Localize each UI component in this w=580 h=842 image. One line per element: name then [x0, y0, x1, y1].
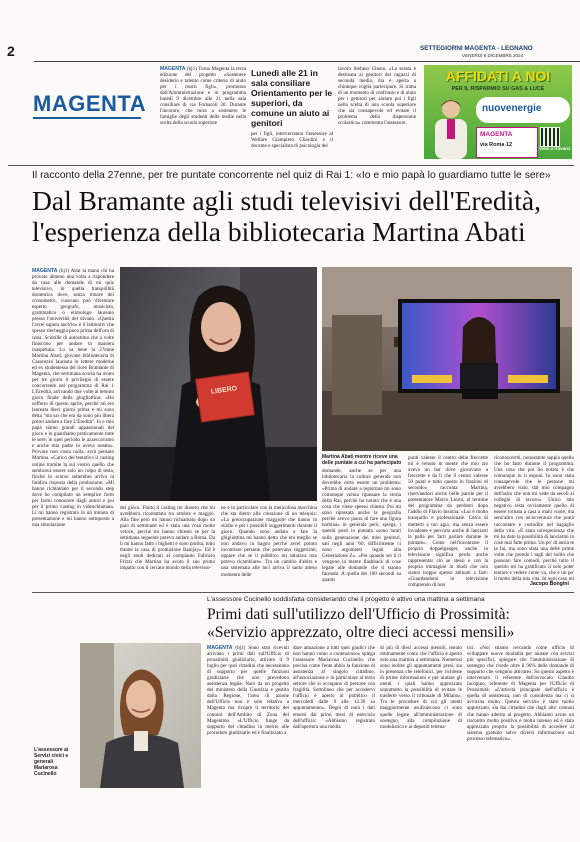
brief-column-1 — [160, 66, 246, 162]
tv-photo — [322, 267, 572, 451]
ad-subtitle: PER IL RISPARMIO SU GAS & LUCE — [451, 86, 545, 92]
main-text-5: punti valesse il centro delle freccette mi è venuto in mente che mio zio aveva un bar dove giocavano a freccette e da lì che il centro valesse 50 punti e tutto questo in frazioni di secondo» racconta Martina, riservandosi anche belle parole per il presentatore Marco Liorni, al termine del programma da perdenti dopo l'addio di Flavio Insinna: «Lui è molto tranquillo e professionale. Cerca di metterti a tuo agio, ma senza essere invadente e percorra anche di lanciarti la palla per farti parlare durante le puntate». Come nell'incontrare il proprio doppelganger, anche in televisione significa perdo anche rappresentar ciò se stessi e con la propria immagine in modi che non siamo troppo spesso abituati a fare: «Guardandomi in televisione comprendo di non — [408, 455, 488, 588]
main-text-1: (bj1) Abat la mano chi ha provato almeno una volta a rispondere da casa alle domande di un quiz televisivo, in quella tranquillità domestica dove, senza timore del cronometro, ciascuno può diventare esperto geografo, musicista, grammatico o etimologo laureato presso l'università del divano. «Questa l'avrei saputa anch'io» è il leitmotiv che spesso riecheggia poco prima dell'ora di cena. Scintille di autostima che a volte finiscono per andare in maniera inaspettata. Lo sa bene la 27enne Martina Abati, giovane bibliotecaria di Casorezzo laureata in lettere moderne ed ex studentessa del liceo Bramante di Magenta, che settimana scorsa ha avuto per tre giorni il privilegio di essere concorrente nel programma di Rai 1 L'Eredità, arrivando due volte al temuto gioco finale della ghigliottina: «Ho sofferto di questo aprile, perché mi ero laureata dieci giorni prima e mi sono detta "ma sai che era da sono più libera potrei andare a fare L'Eredità". Io e mio papà siamo grandi appassionati del gioco e lo guardiamo praticamente tutte le sere; in quel periodo le azzeccavamo e anche mia padre lo aveva notato». Provare non costa nulla, avrà pensato Martina. «Carico del tentativo il casting online tramite la sul vostro quello che sembrava essere solo un colpo di testa, finché lo scorso settembre arriva la fatidica risposta della produzione: «Mi hanno richiamato per il secondo step dove ho compilato un semplice form per farmi conoscere dagli autori e poi per il primo casting in videochiamata. Lì mi hanno registrato in un minuto di presentazione e mi hanno sottoposto a una simulazione — [32, 268, 114, 528]
main-byline: Jacopo Bongini — [530, 581, 569, 587]
top-divider — [8, 165, 574, 166]
energy-advertisement[interactable] — [424, 65, 572, 159]
ad-address: via Roma 12 — [480, 142, 513, 148]
main-headline-line-1: Dal Bramante agli studi televisivi dell'Eredità, — [32, 185, 541, 216]
ad-location-box — [476, 127, 538, 158]
tv-photo-illustration — [322, 267, 572, 451]
brief-text-1: (bj1) Torna Magenta la terza edizione del progetto «Sostenere desiderio e talento come criterio di aiuto per i nostri figli», promosso dall'Amministrazione e in programma lunedì 9 dicembre alle 21 nella sala consiliare di via Fornaroli 30. Durante l'incontro, che mira a sostenere le famiglie degli studenti delle medie nella scelta della scuola superiore — [160, 66, 246, 127]
second-text-1: (bj1) Sono stati ricevuti arrivano i primi dati sull'Ufficio di prossimità giudiziario, attivato il 9 luglio per quei cittadini che necessitano di supporto per quelle funzioni giudiziarie che non prevedono assistenza legale. Nato da un progetto del ministero della Giustizia e gestito dalla Regione, l'area di azione dell'Ufficio non è solo relativa a Magenta ma ricopre il territorio dei comuni dell'Ambito di Zona del Magentino. «L'Ufficio funge da supporto del cittadino in merito alle procedure giudiziarie ed è finalizzato a — [207, 645, 289, 736]
brief-column-2 — [251, 131, 333, 161]
second-headline-line-1: Primi dati sull'utilizzo dell'Ufficio di Prossimità: — [207, 606, 510, 623]
main-kicker: MAGENTA — [32, 268, 58, 274]
main-text-4: domande, anche se per una bibliotecaria la cultura generale non dovrebbe certo essere un problema: «Prima di andare a registrare mi sono comunque voluta ripassare la storia della Rai, perché ho notato che è una cosa che viene spesso chiesta. Poi mi sono ripassata anche la geografia perché avevo paura di fare una figura barbina» in generale però, spiega, i quesiti posti in puntata «sono tarati sulla generazione dei miei genitori, sati negli anni '60, difficilmente ci sono argomenti legati alla Generazione Z». «Poi quando sei lì ti vengono in mente flashback di cose legate alle domande che ti stanno facendo. A quella dei 100 secondi su quanti — [322, 468, 401, 583]
assessore-illustration — [80, 643, 201, 788]
section-underline — [33, 117, 141, 119]
second-text-4: tici: «Noi stiamo cercando come ufficio di sviluppare nuove modalità per aiutare con servizi più specifici, spiegare che l'amministrazione di sostegno che rivede oltre il 90% delle domande di supporto che vengono attivate». Su questo aspetto è intervenuto il referente dell'avvocato Claudio Iacopino, referente di Magenta per l'Ufficio di Prossimità: «L'attività principale dell'ufficio è quella di assistenza, non di consulenza ma ci si avvicina molto. Questo servizio è stato molto apprezzato, sia dai cittadini che dagli altri comuni che hanno aderito al progetto. Abbiamo avuto un riscontro molto positivo e molto intenso ed è stata apprezzata proprio la possibilità di accedere al sistema gratuito salvo diversi informazioni sul processo telematico». — [467, 645, 574, 742]
ad-brand: nuovenergie — [482, 103, 542, 114]
header-rule — [34, 61, 580, 62]
main-column-6 — [494, 455, 574, 581]
main-column-4 — [322, 468, 401, 588]
assessore-caption: L'assessore ai Servizi civici e generali Mariarosa Cucinello — [34, 747, 69, 777]
second-text-3: di più di dieci accessi mensili, tenuto ottimamente conto che l'ufficio è aperto solo una mattina a settimana. Numerosi sono inoltre gli appuntamenti presi, sia in presenza che telefonici, per richieste di prime informazioni e per aiutare gli utenti i quali hanno apprezzato soprattutto la possibilità di evitare le trasferte verso il tribunale di Milano». Tra le procedure di cui gli utenti maggiormente usufruiscono ci sono quelle legate all'amministrazione di sostegno, alla compilazione di modulistica e ai depositi telema- — [380, 645, 462, 730]
libero-card: LIBERO — [195, 371, 255, 422]
main-column-5 — [408, 455, 488, 588]
middle-divider — [32, 592, 574, 593]
main-headline-line-2: l'esperienza della bibliotecaria Martina Abati — [32, 216, 526, 247]
second-overline: L'assessore Cucinello soddisfatta considerando che il progetto è attivo una mattina a settimana — [207, 596, 485, 603]
brief-text-3: lavoro Stefano Ghenn. «La serata è destinata ai genitori dei ragazzi di seconda media, ma è aperta a chiunque voglia partecipare. Si tratta di un momento di confronto e di aiuto per i genitori per aiutare poi i figli nella scelta di una scuola superiore che sia consapevole ed evitare il problema della dispersione scolastica» commenta l'assessore. — [338, 66, 416, 127]
issue-date: VENERDÌ 6 DICEMBRE 2024 — [462, 53, 524, 58]
second-column-4 — [467, 645, 574, 790]
main-text-2: del gioco. Finito il casting mi dissero che mi avrebbero ricontattata tra ottobre e maggio. Alla fine però mi hanno richiamato dopo un paio di settimane ed è stata una cosa molto veloce, perché mi hanno chiesto se per la settimana seguente potevo andare a Roma. Da lì mi hanno fatto i biglietti e sono partita, tutto tranne la casa di produzione Banijay». Ed è negli studi dedicati al compianto Fabrizio Frizzi che Martina ha avuto il suo primo impatto con il cercato mondo della televisio- — [120, 505, 215, 572]
second-headline-line-2: «Servizio apprezzato, oltre dieci accessi mensili» — [207, 624, 515, 641]
section-label: MAGENTA — [33, 91, 147, 116]
assessore-photo — [80, 643, 201, 788]
brief-kicker: MAGENTA — [160, 66, 186, 72]
main-overline: Il racconto della 27enne, per tre puntate concorrente nel quiz di Rai 1: «Io e mio papà lo guardiamo tutte le sere» — [32, 170, 551, 181]
main-text-3: ne e in particolare con la meticolosa macchina che sta dietro alla creazione di un telequiz: «La preoccupazione maggiore che hanno in studio e per i possibili suggerimenti durante il gioco. Quando sono andata a fare la ghigliottina mi hanno detto che era meglio se non andavo in bagno perché avrei potuto incontrare persone che potevano suggerirmi, oppure che se il pubblico mi salutava non potevo ricambiare». Tra un cambio d'abito e una sistemata alle luci arriva il tanto atteso momento delle — [221, 505, 317, 578]
ad-location: MAGENTA — [480, 131, 513, 138]
publication-name: SETTEGIORNI MAGENTA - LEGNANO — [420, 45, 533, 52]
main-photo — [120, 267, 317, 501]
main-text-6: riconoscermi, nonostante sappia quello che ho fatto durante il programma. Una cosa che poi ho notato è che comunque tu ti esponi. Io sono stata consapevole che le persone mi avrebbero visto, dal mio compagno dell'asilo che non mi vede da secoli ai colleghi di lavoro». Unico lato negativo resta ovviamente quello di essere tornata a casa a mani vuote, ma senz'altro con un'avventura che potrà raccontare e custodire nel bagaglio della vita: «È stata un'esperienza che mi ha dato la possibilità di lanciarmi in cose mai fatte prima. Un po' di ansia te la fai, ma sono stata una delle prime volte che prendo i tagli del solito che possono fare comodi, perché tutto il quesito mi ha gratificato il solo poter tentare e vedere come va, che è un po' il motto della mia vita. In ogni caso mi — [494, 455, 574, 581]
page-number: 2 — [7, 43, 15, 59]
second-column-2 — [293, 645, 375, 790]
brief-text-2: per i figli, interverranno l'assessore al Welfare Giampiero Chiodini e il docente e specialista di psicologia del — [251, 131, 333, 150]
main-column-2 — [120, 505, 215, 588]
ad-person-illustration — [427, 95, 475, 159]
tv-photo-caption: Martina Abati mentre riceve una delle puntate a cui ha partecipato — [322, 454, 402, 466]
ad-title: AFFIDATI A NOI — [445, 68, 551, 84]
main-column-1 — [32, 268, 114, 586]
ad-cta: Vieni a trovarci — [539, 146, 571, 151]
second-column-3 — [380, 645, 462, 790]
second-column-1 — [207, 645, 289, 790]
second-text-2: dare attuazione a tutti quei giudici che non hanno conto a contenzioso» spiega l'assessore Mariarosa Cucinello, che precisa come l'ente abbia la funzione di assistenza al singolo cittadino, all'associazione e in particolare al terzo settore che si occupano di persone con fragilità. Sottolineo che per accedervi l'ufficio è aperto al pubblico il mercoledì dalle 9 alle 12.30 su appuntamento». Degni di nota i dati emersi dai primi mesi di esercizio dell'ufficio: «Abbiamo registrato dall'apertura una media — [293, 645, 375, 730]
main-column-3 — [221, 505, 317, 588]
brief-column-3 — [338, 66, 416, 162]
brief-headline: Lunedì alle 21 in sala consiliare Orientamento per le superiori, da comune un aiuto ai genitori — [251, 68, 333, 128]
ad-qr-code[interactable] — [540, 127, 560, 147]
second-kicker: MAGENTA — [207, 645, 233, 651]
